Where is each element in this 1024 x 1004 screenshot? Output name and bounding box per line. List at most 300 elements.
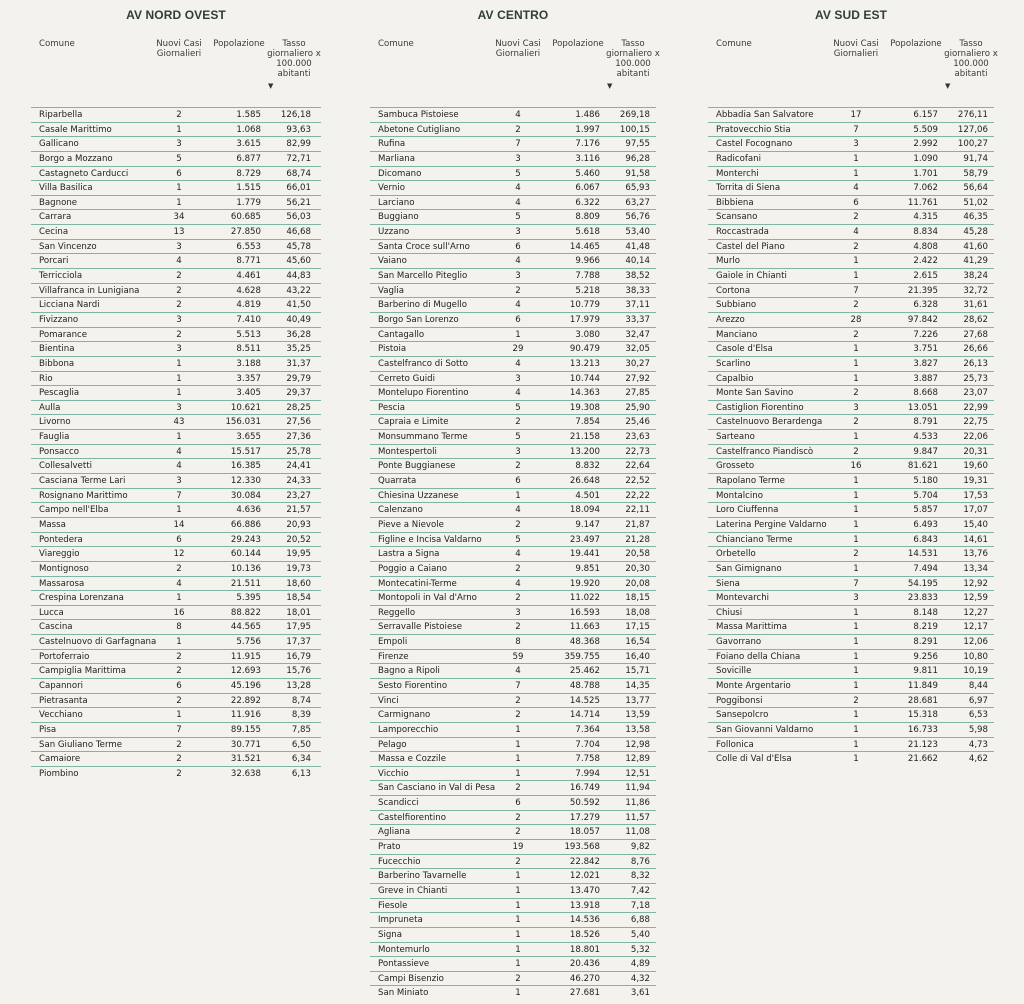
cell-popolazione: 13.213 xyxy=(569,358,600,369)
cell-comune: Ponsacco xyxy=(39,446,80,457)
cell-nuovi-casi: 2 xyxy=(515,783,521,794)
cell-popolazione: 6.553 xyxy=(236,241,261,252)
cell-tasso: 15,71 xyxy=(625,666,650,677)
table-row xyxy=(370,985,656,1000)
cell-popolazione: 3.887 xyxy=(913,373,938,384)
cell-tasso: 19,31 xyxy=(963,476,988,487)
cell-comune: Capalbio xyxy=(716,373,754,384)
table-row xyxy=(370,151,656,166)
cell-popolazione: 30.084 xyxy=(230,490,261,501)
cell-comune: Campo nell'Elba xyxy=(39,505,109,516)
cell-tasso: 93,63 xyxy=(286,124,311,135)
cell-nuovi-casi: 2 xyxy=(176,271,182,282)
cell-nuovi-casi: 4 xyxy=(515,388,521,399)
cell-nuovi-casi: 59 xyxy=(512,651,524,662)
table-row xyxy=(31,122,321,137)
table-row xyxy=(31,619,321,634)
cell-comune: Crespina Lorenzana xyxy=(39,593,124,604)
cell-nuovi-casi: 3 xyxy=(515,227,521,238)
table-row xyxy=(370,209,656,224)
cell-tasso: 21,57 xyxy=(286,505,311,516)
cell-tasso: 24,41 xyxy=(286,461,311,472)
cell-tasso: 10,19 xyxy=(963,666,988,677)
cell-tasso: 3,61 xyxy=(630,988,650,999)
cell-tasso: 11,94 xyxy=(625,783,650,794)
cell-nuovi-casi: 6 xyxy=(515,476,521,487)
header-nuovi-casi[interactable]: Nuovi Casi Giornalieri xyxy=(495,39,541,59)
cell-nuovi-casi: 4 xyxy=(853,227,859,238)
cell-tasso: 56,21 xyxy=(286,197,311,208)
cell-comune: Castagneto Carducci xyxy=(39,168,129,179)
cell-comune: Borgo a Mozzano xyxy=(39,153,113,164)
cell-popolazione: 81.621 xyxy=(907,461,938,472)
cell-popolazione: 3.827 xyxy=(913,358,938,369)
cell-comune: Castelfranco di Sotto xyxy=(378,358,469,369)
table-row xyxy=(370,166,656,181)
sort-desc-icon[interactable]: ▼ xyxy=(268,82,274,90)
cell-tasso: 27,36 xyxy=(286,432,311,443)
cell-nuovi-casi: 2 xyxy=(176,329,182,340)
cell-popolazione: 7.994 xyxy=(575,768,600,779)
cell-tasso: 13,76 xyxy=(963,549,988,560)
table-row xyxy=(31,371,321,386)
cell-tasso: 10,80 xyxy=(963,651,988,662)
cell-comune: Villafranca in Lunigiana xyxy=(39,285,140,296)
header-popolazione[interactable]: Popolazione xyxy=(213,39,265,49)
header-nuovi-casi[interactable]: Nuovi Casi Giornalieri xyxy=(833,39,879,59)
cell-popolazione: 18.057 xyxy=(569,827,600,838)
cell-tasso: 100,15 xyxy=(619,124,650,135)
cell-comune: Gaiole in Chianti xyxy=(716,271,787,282)
cell-nuovi-casi: 3 xyxy=(515,153,521,164)
cell-tasso: 45,60 xyxy=(286,256,311,267)
cell-popolazione: 11.022 xyxy=(569,593,600,604)
cell-tasso: 31,61 xyxy=(963,300,988,311)
table-row xyxy=(708,166,994,181)
cell-nuovi-casi: 19 xyxy=(512,842,524,853)
cell-popolazione: 9.256 xyxy=(913,651,938,662)
cell-popolazione: 7.758 xyxy=(575,754,600,765)
cell-tasso: 17,15 xyxy=(625,622,650,633)
cell-popolazione: 50.592 xyxy=(569,798,600,809)
cell-tasso: 27,92 xyxy=(625,373,650,384)
header-comune[interactable]: Comune xyxy=(716,39,752,49)
cell-tasso: 4,32 xyxy=(630,973,650,984)
cell-nuovi-casi: 6 xyxy=(853,197,859,208)
table-row xyxy=(31,517,321,532)
cell-popolazione: 5.513 xyxy=(236,329,261,340)
cell-comune: Orbetello xyxy=(716,549,756,560)
cell-popolazione: 156.031 xyxy=(225,417,261,428)
cell-tasso: 27,85 xyxy=(625,388,650,399)
cell-popolazione: 7.226 xyxy=(913,329,938,340)
cell-comune: Casciana Terme Lari xyxy=(39,476,126,487)
table-row xyxy=(708,253,994,268)
cell-comune: Carrara xyxy=(39,212,72,223)
table-row xyxy=(708,488,994,503)
cell-comune: San Marcello Piteglio xyxy=(378,271,468,282)
cell-popolazione: 3.188 xyxy=(236,358,261,369)
cell-comune: Reggello xyxy=(378,607,416,618)
cell-popolazione: 7.704 xyxy=(575,739,600,750)
cell-comune: Greve in Chianti xyxy=(378,885,448,896)
cell-popolazione: 6.067 xyxy=(575,183,600,194)
table-row xyxy=(370,766,656,781)
table-row xyxy=(370,737,656,752)
header-popolazione[interactable]: Popolazione xyxy=(552,39,604,49)
cell-comune: Massa e Cozzile xyxy=(378,754,446,765)
cell-popolazione: 4.533 xyxy=(913,432,938,443)
cell-comune: Viareggio xyxy=(39,549,80,560)
table-row xyxy=(31,341,321,356)
cell-comune: Castel Focognano xyxy=(716,139,793,150)
cell-comune: San Gimignano xyxy=(716,563,782,574)
cell-popolazione: 4.819 xyxy=(236,300,261,311)
header-tasso[interactable]: Tasso giornaliero x 100.000 abitanti xyxy=(606,39,660,79)
table-row xyxy=(370,649,656,664)
header-tasso[interactable]: Tasso giornaliero x 100.000 abitanti xyxy=(267,39,321,79)
cell-nuovi-casi: 2 xyxy=(853,388,859,399)
cell-nuovi-casi: 2 xyxy=(515,417,521,428)
cell-popolazione: 5.704 xyxy=(913,490,938,501)
cell-tasso: 38,52 xyxy=(625,271,650,282)
header-comune[interactable]: Comune xyxy=(39,39,75,49)
cell-popolazione: 8.148 xyxy=(913,607,938,618)
cell-tasso: 13,77 xyxy=(625,695,650,706)
table-row xyxy=(708,327,994,342)
cell-tasso: 43,22 xyxy=(286,285,311,296)
cell-popolazione: 5.395 xyxy=(236,593,261,604)
cell-nuovi-casi: 2 xyxy=(515,856,521,867)
table-row xyxy=(370,195,656,210)
cell-nuovi-casi: 2 xyxy=(515,461,521,472)
cell-comune: Porcari xyxy=(39,256,69,267)
table-row xyxy=(370,532,656,547)
cell-popolazione: 3.615 xyxy=(236,139,261,150)
cell-popolazione: 3.080 xyxy=(575,329,600,340)
cell-tasso: 19,95 xyxy=(286,549,311,560)
cell-popolazione: 27.681 xyxy=(569,988,600,999)
cell-comune: Riparbella xyxy=(39,110,83,120)
cell-nuovi-casi: 4 xyxy=(515,183,521,194)
cell-comune: Fiesole xyxy=(378,900,408,911)
cell-tasso: 21,28 xyxy=(625,534,650,545)
cell-popolazione: 97.842 xyxy=(907,314,938,325)
cell-comune: Cantagallo xyxy=(378,329,425,340)
cell-popolazione: 88.822 xyxy=(230,607,261,618)
table-row xyxy=(708,707,994,722)
cell-popolazione: 14.714 xyxy=(569,710,600,721)
cell-nuovi-casi: 2 xyxy=(176,300,182,311)
table-row xyxy=(708,649,994,664)
cell-comune: Gavorrano xyxy=(716,637,762,648)
cell-popolazione: 18.526 xyxy=(569,929,600,940)
cell-popolazione: 4.808 xyxy=(913,241,938,252)
cell-nuovi-casi: 3 xyxy=(853,593,859,604)
cell-comune: Pietrasanta xyxy=(39,695,88,706)
cell-comune: Fivizzano xyxy=(39,314,79,325)
cell-nuovi-casi: 2 xyxy=(853,241,859,252)
cell-popolazione: 12.693 xyxy=(230,666,261,677)
cell-nuovi-casi: 2 xyxy=(176,651,182,662)
cell-popolazione: 48.788 xyxy=(569,680,600,691)
table-row xyxy=(370,927,656,942)
cell-comune: Collesalvetti xyxy=(39,461,92,472)
cell-tasso: 22,75 xyxy=(963,417,988,428)
cell-comune: Cecina xyxy=(39,227,69,238)
cell-nuovi-casi: 7 xyxy=(853,124,859,135)
cell-comune: Montalcino xyxy=(716,490,763,501)
table-body xyxy=(370,107,656,1000)
header-popolazione[interactable]: Popolazione xyxy=(890,39,942,49)
cell-tasso: 7,18 xyxy=(630,900,650,911)
cell-popolazione: 90.479 xyxy=(569,344,600,355)
cell-nuovi-casi: 5 xyxy=(515,432,521,443)
cell-comune: Poggio a Caiano xyxy=(378,563,448,574)
cell-nuovi-casi: 2 xyxy=(853,300,859,311)
cell-comune: Montignoso xyxy=(39,563,89,574)
table-row xyxy=(370,180,656,195)
cell-tasso: 32,05 xyxy=(625,344,650,355)
cell-popolazione: 14.525 xyxy=(569,695,600,706)
cell-nuovi-casi: 1 xyxy=(515,959,521,970)
cell-nuovi-casi: 1 xyxy=(176,388,182,399)
cell-nuovi-casi: 3 xyxy=(176,344,182,355)
table-row xyxy=(708,634,994,649)
cell-tasso: 20,93 xyxy=(286,519,311,530)
cell-popolazione: 6.493 xyxy=(913,519,938,530)
table-row xyxy=(708,283,994,298)
cell-tasso: 56,64 xyxy=(963,183,988,194)
cell-nuovi-casi: 13 xyxy=(173,227,185,238)
header-tasso[interactable]: Tasso giornaliero x 100.000 abitanti xyxy=(944,39,998,79)
cell-popolazione: 1.997 xyxy=(575,124,600,135)
table-row xyxy=(708,473,994,488)
cell-popolazione: 5.218 xyxy=(575,285,600,296)
cell-popolazione: 6.843 xyxy=(913,534,938,545)
cell-tasso: 23,63 xyxy=(625,432,650,443)
cell-popolazione: 11.663 xyxy=(569,622,600,633)
table-row xyxy=(370,444,656,459)
cell-tasso: 127,06 xyxy=(957,124,988,135)
cell-comune: Bientina xyxy=(39,344,75,355)
cell-popolazione: 46.270 xyxy=(569,973,600,984)
cell-popolazione: 17.279 xyxy=(569,812,600,823)
table-row xyxy=(708,722,994,737)
table-row xyxy=(31,561,321,576)
cell-comune: Pomarance xyxy=(39,329,88,340)
table-row xyxy=(31,707,321,722)
table-row xyxy=(31,224,321,239)
header-comune[interactable]: Comune xyxy=(378,39,414,49)
cell-tasso: 65,93 xyxy=(625,183,650,194)
cell-comune: Montevarchi xyxy=(716,593,770,604)
cell-popolazione: 4.628 xyxy=(236,285,261,296)
cell-nuovi-casi: 1 xyxy=(515,329,521,340)
cell-tasso: 20,31 xyxy=(963,446,988,457)
cell-tasso: 12,92 xyxy=(963,578,988,589)
cell-comune: Pelago xyxy=(378,739,407,750)
table-row xyxy=(708,209,994,224)
cell-tasso: 12,27 xyxy=(963,607,988,618)
cell-comune: Larciano xyxy=(378,197,415,208)
sort-desc-icon[interactable]: ▼ xyxy=(607,82,613,90)
cell-tasso: 13,58 xyxy=(625,724,650,735)
cell-nuovi-casi: 1 xyxy=(515,739,521,750)
cell-comune: Scarlino xyxy=(716,358,751,369)
table-row xyxy=(370,707,656,722)
cell-comune: Massarosa xyxy=(39,578,85,589)
cell-tasso: 18,01 xyxy=(286,607,311,618)
cell-popolazione: 21.123 xyxy=(907,739,938,750)
cell-comune: Livorno xyxy=(39,417,71,428)
cell-nuovi-casi: 1 xyxy=(853,534,859,545)
cell-nuovi-casi: 1 xyxy=(515,871,521,882)
cell-comune: Castel del Piano xyxy=(716,241,785,252)
cell-comune: Portoferraio xyxy=(39,651,90,662)
cell-comune: Camaiore xyxy=(39,754,81,765)
cell-popolazione: 5.460 xyxy=(575,168,600,179)
cell-tasso: 17,53 xyxy=(963,490,988,501)
cell-tasso: 100,27 xyxy=(957,139,988,150)
cell-comune: Campi Bisenzio xyxy=(378,973,444,984)
cell-nuovi-casi: 4 xyxy=(515,666,521,677)
cell-comune: Montelupo Fiorentino xyxy=(378,388,469,399)
cell-nuovi-casi: 1 xyxy=(853,373,859,384)
table-row xyxy=(31,751,321,766)
cell-comune: Manciano xyxy=(716,329,758,340)
cell-popolazione: 48.368 xyxy=(569,637,600,648)
table-row xyxy=(31,546,321,561)
cell-tasso: 4,89 xyxy=(630,959,650,970)
cell-tasso: 41,48 xyxy=(625,241,650,252)
cell-nuovi-casi: 2 xyxy=(853,212,859,223)
table-row xyxy=(708,224,994,239)
table-row xyxy=(31,414,321,429)
cell-popolazione: 8.729 xyxy=(236,168,261,179)
table-row xyxy=(708,517,994,532)
cell-nuovi-casi: 6 xyxy=(515,241,521,252)
cell-comune: Pescia xyxy=(378,402,406,413)
cell-nuovi-casi: 7 xyxy=(515,139,521,150)
cell-nuovi-casi: 6 xyxy=(176,168,182,179)
cell-nuovi-casi: 7 xyxy=(176,724,182,735)
cell-comune: Bibbiena xyxy=(716,197,754,208)
cell-nuovi-casi: 4 xyxy=(515,549,521,560)
cell-tasso: 18,60 xyxy=(286,578,311,589)
cell-tasso: 13,59 xyxy=(625,710,650,721)
cell-comune: Licciana Nardi xyxy=(39,300,100,311)
cell-popolazione: 2.615 xyxy=(913,271,938,282)
cell-popolazione: 7.854 xyxy=(575,417,600,428)
cell-tasso: 6,50 xyxy=(291,739,311,750)
cell-comune: Foiano della Chiana xyxy=(716,651,801,662)
cell-popolazione: 45.196 xyxy=(230,680,261,691)
cell-comune: San Miniato xyxy=(378,988,429,999)
table-row xyxy=(370,942,656,957)
cell-tasso: 5,40 xyxy=(630,929,650,940)
cell-popolazione: 8.511 xyxy=(236,344,261,355)
cell-tasso: 5,32 xyxy=(630,944,650,955)
cell-popolazione: 3.405 xyxy=(236,388,261,399)
table-row xyxy=(708,151,994,166)
cell-tasso: 56,03 xyxy=(286,212,311,223)
cell-nuovi-casi: 1 xyxy=(853,710,859,721)
cell-popolazione: 7.062 xyxy=(913,183,938,194)
table-row xyxy=(31,722,321,737)
cell-popolazione: 13.200 xyxy=(569,446,600,457)
cell-comune: Uzzano xyxy=(378,227,410,238)
header-nuovi-casi[interactable]: Nuovi Casi Giornalieri xyxy=(156,39,202,59)
cell-nuovi-casi: 1 xyxy=(176,710,182,721)
cell-nuovi-casi: 5 xyxy=(176,153,182,164)
cell-popolazione: 7.494 xyxy=(913,563,938,574)
cell-popolazione: 3.751 xyxy=(913,344,938,355)
cell-popolazione: 7.364 xyxy=(575,724,600,735)
cell-tasso: 25,78 xyxy=(286,446,311,457)
cell-comune: Massa Marittima xyxy=(716,622,787,633)
table-row xyxy=(31,649,321,664)
cell-comune: Pisa xyxy=(39,724,57,735)
table-row xyxy=(31,356,321,371)
table-row xyxy=(708,751,994,766)
cell-comune: Villa Basilica xyxy=(39,183,93,194)
table-row xyxy=(370,253,656,268)
cell-nuovi-casi: 3 xyxy=(176,139,182,150)
cell-nuovi-casi: 4 xyxy=(853,183,859,194)
cell-tasso: 4,62 xyxy=(968,754,988,765)
sort-desc-icon[interactable]: ▼ xyxy=(945,82,951,90)
cell-nuovi-casi: 7 xyxy=(176,490,182,501)
table-row xyxy=(370,810,656,825)
cell-tasso: 19,60 xyxy=(963,461,988,472)
cell-popolazione: 5.857 xyxy=(913,505,938,516)
cell-popolazione: 44.565 xyxy=(230,622,261,633)
cell-popolazione: 5.180 xyxy=(913,476,938,487)
cell-tasso: 22,99 xyxy=(963,402,988,413)
table-row xyxy=(31,605,321,620)
cell-popolazione: 66.886 xyxy=(230,519,261,530)
cell-popolazione: 22.842 xyxy=(569,856,600,867)
cell-popolazione: 26.648 xyxy=(569,476,600,487)
cell-tasso: 269,18 xyxy=(619,110,650,120)
table-row xyxy=(370,356,656,371)
cell-nuovi-casi: 5 xyxy=(515,534,521,545)
cell-tasso: 72,71 xyxy=(286,153,311,164)
cell-tasso: 20,30 xyxy=(625,563,650,574)
table-row xyxy=(708,605,994,620)
cell-nuovi-casi: 2 xyxy=(515,563,521,574)
cell-tasso: 13,34 xyxy=(963,563,988,574)
cell-popolazione: 9.966 xyxy=(575,256,600,267)
cell-comune: Pistoia xyxy=(378,344,407,355)
cell-nuovi-casi: 8 xyxy=(176,622,182,633)
cell-nuovi-casi: 4 xyxy=(515,300,521,311)
cell-popolazione: 2.422 xyxy=(913,256,938,267)
cell-popolazione: 9.147 xyxy=(575,519,600,530)
cell-nuovi-casi: 1 xyxy=(515,754,521,765)
cell-nuovi-casi: 1 xyxy=(853,563,859,574)
table-row xyxy=(370,576,656,591)
cell-comune: Agliana xyxy=(378,827,411,838)
cell-nuovi-casi: 7 xyxy=(853,578,859,589)
table-row xyxy=(708,385,994,400)
cell-popolazione: 8.291 xyxy=(913,637,938,648)
cell-tasso: 44,83 xyxy=(286,271,311,282)
table-row xyxy=(370,634,656,649)
cell-comune: Firenze xyxy=(378,651,409,662)
cell-comune: Poggibonsi xyxy=(716,695,763,706)
